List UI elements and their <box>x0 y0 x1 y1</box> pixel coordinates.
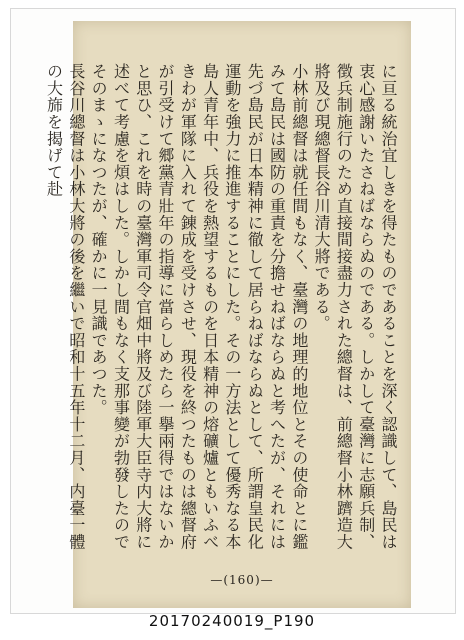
paragraph-3: 長谷川總督は小林大將の後を繼いで昭和十五年十二月、内臺一體の大旆を揭げて赴 <box>44 63 86 551</box>
paragraph-2: 小林前總督は就任間もなく、臺灣の地理的地位とその使命とに鑑みて島民は國防の重責を分擔せねばならぬと考へたが、それには先づ島民が日本精神に徹して居らねばならぬとして、所謂皇民化運動を強力に推進することにした。その一方法として優秀なる本島人青年中、兵役を熱望するものを日本精神の熔礦爐ともいふべきわが軍隊に入れて錬成を受けさせ、現役を終つたものは總督府が引受けて郷黨青壯年の指導に當らしめたら一擧兩得ではないかと思ひ、これを時の臺灣軍司令官畑中將及び陸軍大臣寺内大將に述べて考慮を煩はした。しかし間もなく支那事變が勃發したのでそのまゝになつたが、確かに一見識であつた。 <box>89 63 309 551</box>
image-caption: 20170240019_P190 <box>148 612 316 630</box>
vertical-text-body <box>44 63 399 563</box>
book-page <box>44 21 411 608</box>
page-number: —(160)— <box>210 573 274 587</box>
paragraph-1: に亘る統治宜しきを得たものであることを深く認識して、島民は衷心感謝いたさねばならぬのである。しかして臺灣に志願兵制、徴兵制施行のため直接間接盡力された總督は、前總督小林躋造大將及び現總督長谷川清大將である。 <box>312 63 398 551</box>
scan-frame <box>10 8 456 614</box>
